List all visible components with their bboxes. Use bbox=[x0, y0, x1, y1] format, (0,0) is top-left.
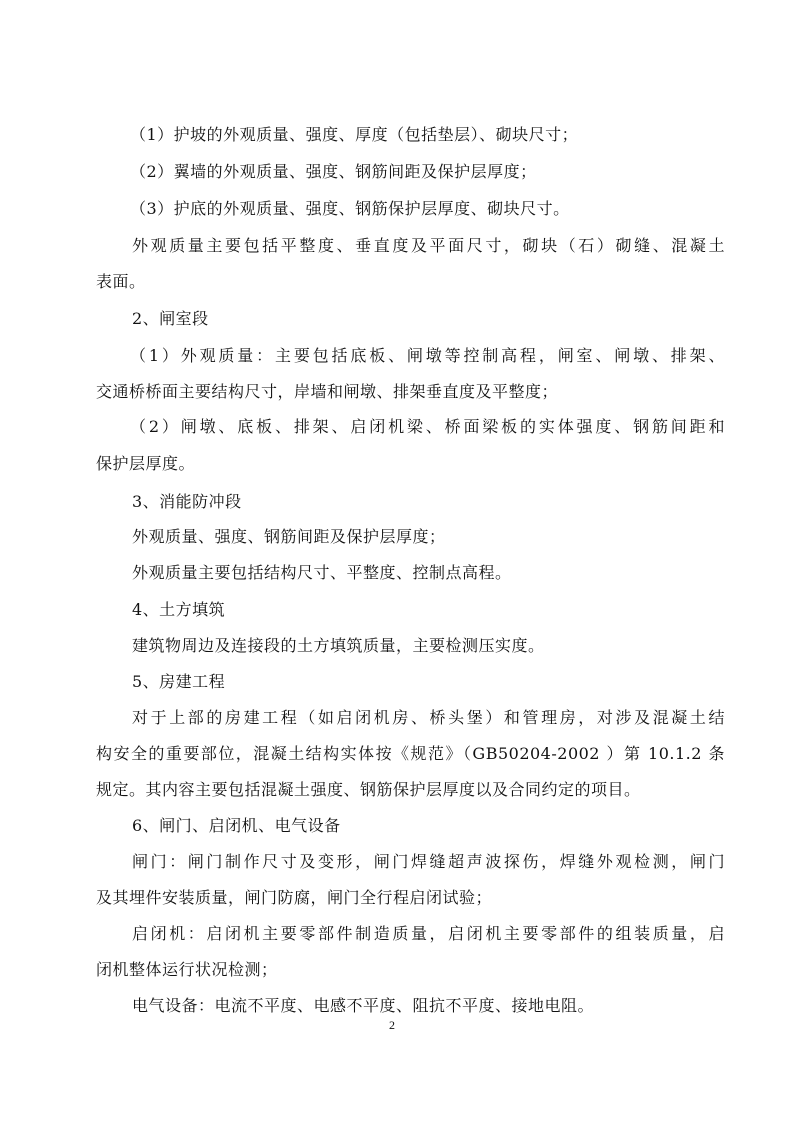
text-line-18: 构安全的重要部位，混凝土结构实体按《规范》（GB50204-2002 ）第 10.1.2 条 bbox=[96, 744, 725, 763]
text-line-12: 外观质量、强度、钢筋间距及保护层厚度； bbox=[132, 527, 446, 546]
text-line-4: 外观质量主要包括平整度、垂直度及平面尺寸，砌块（石）砌缝、混凝土 bbox=[132, 236, 725, 255]
text-line-13: 外观质量主要包括结构尺寸、平整度、控制点高程。 bbox=[132, 563, 512, 582]
section-heading-5: 5、房建工程 bbox=[132, 672, 226, 691]
page-number: 2 bbox=[389, 1018, 395, 1032]
text-line-2: （2）翼墙的外观质量、强度、钢筋间距及保护层厚度； bbox=[130, 162, 537, 181]
text-line-19: 规定。其内容主要包括混凝土强度、钢筋保护层厚度以及合同约定的项目。 bbox=[96, 780, 641, 799]
text-line-17: 对于上部的房建工程（如启闭机房、桥头堡）和管理房，对涉及混凝土结 bbox=[132, 708, 725, 727]
text-line-7: （1）外观质量：主要包括底板、闸墩等控制高程，闸室、闸墩、排架、 bbox=[130, 346, 725, 365]
section-heading-2: 2、闸室段 bbox=[132, 309, 209, 328]
text-line-10: 保护层厚度。 bbox=[96, 454, 196, 473]
text-line-25: 电气设备：电流不平度、电感不平度、阻抗不平度、接地电阻。 bbox=[132, 996, 595, 1015]
text-line-3: （3）护底的外观质量、强度、钢筋保护层厚度、砌块尺寸。 bbox=[130, 199, 570, 218]
text-line-1: （1）护坡的外观质量、强度、厚度（包括垫层）、砌块尺寸； bbox=[130, 125, 579, 144]
text-line-8: 交通桥桥面主要结构尺寸，岸墙和闸墩、排架垂直度及平整度； bbox=[96, 382, 559, 401]
text-line-23: 启闭机：启闭机主要零部件制造质量，启闭机主要零部件的组装质量，启 bbox=[132, 924, 725, 943]
text-line-24: 闭机整体运行状况检测； bbox=[96, 960, 278, 979]
text-line-15: 建筑物周边及连接段的土方填筑质量，主要检测压实度。 bbox=[132, 636, 545, 655]
section-heading-4: 4、土方填筑 bbox=[132, 600, 226, 619]
section-heading-3: 3、消能防冲段 bbox=[132, 492, 242, 511]
text-line-21: 闸门：闸门制作尺寸及变形，闸门焊缝超声波探伤，焊缝外观检测，闸门 bbox=[132, 852, 725, 871]
text-line-22: 及其埋件安装质量，闸门防腐，闸门全行程启闭试验； bbox=[96, 888, 493, 907]
text-line-9: （2）闸墩、底板、排架、启闭机梁、桥面梁板的实体强度、钢筋间距和 bbox=[130, 417, 725, 436]
text-line-5: 表面。 bbox=[96, 272, 146, 291]
section-heading-6: 6、闸门、启闭机、电气设备 bbox=[132, 816, 341, 835]
